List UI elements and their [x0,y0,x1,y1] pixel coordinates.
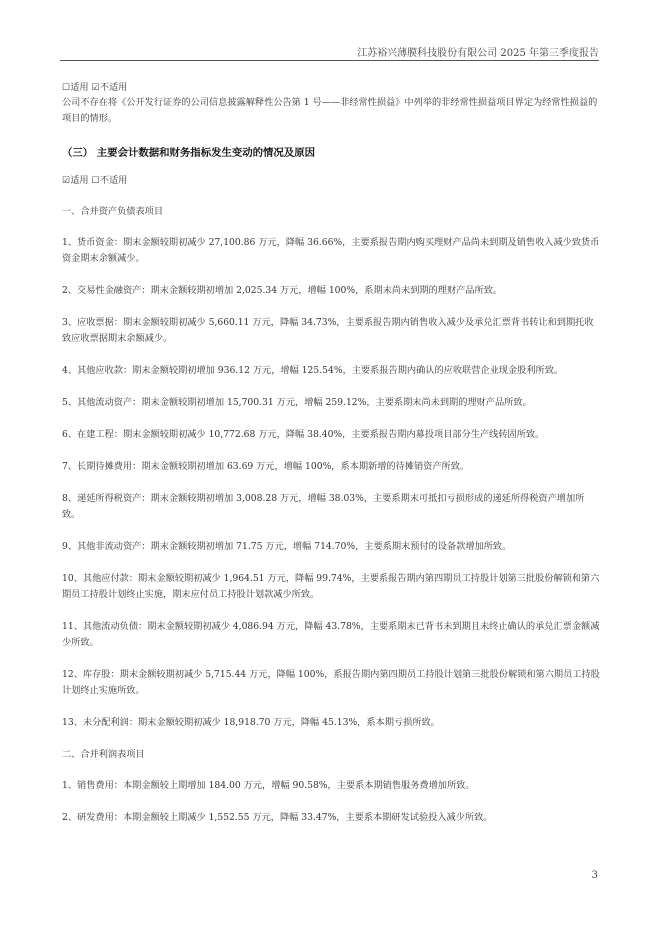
section-title: （三） 主要会计数据和财务指标发生变动的情况及原因 [62,147,315,159]
non-recurring-notice: 公司不存在将《公开发行证券的公司信息披露解释性公告第 1 号——非经常性损益》中列举的非经常性损益项目界定为经常性损益的项目的情形。 [62,97,598,124]
list-item: 13、未分配利润：期末金额较期初减少 18,918.70 万元，降幅 45.13%，系本期亏损所致。 [62,717,440,728]
list-item: 1、销售费用：本期金额较上期增加 184.00 万元，增幅 90.58%，主要系本期销售服务费增加所致。 [62,780,475,791]
header-divider [60,60,599,61]
list-item: 10、其他应付款：期末金额较期初减少 1,964.51 万元，降幅 99.74%，主要系报告期内第四期员工持股计划第三批股份解锁和第六期员工持股计划终止实施，期末应付员工持股计划款减少所致。 [62,573,600,600]
list-item: 1、货币资金：期末金额较期初减少 27,100.86 万元，降幅 36.66%，主要系报告期内购买理财产品尚未到期及销售收入减少致货币资金期末余额减少。 [62,237,600,264]
list-item: 5、其他流动资产：期末金额较期初增加 15,700.31 万元，增幅 259.12%，主要系期末尚未到期的理财产品所致。 [62,397,532,408]
list-item: 2、研发费用：本期金额较上期减少 1,552.55 万元，降幅 33.47%，主要系本期研发试验投入减少所致。 [62,812,493,823]
list-item: 9、其他非流动资产：期末金额较期初增加 71.75 万元，增幅 714.70%，主要系期末预付的设备款增加所致。 [62,541,512,552]
section-applicability-options: ☑适用 ☐不适用 [62,175,128,186]
income-statement-heading: 二、合并利润表项目 [62,749,145,760]
list-item: 12、库存股：期末金额较期初减少 5,715.44 万元，降幅 100%，系报告期内第四期员工持股计划第三批股份解锁和第六期员工持股计划终止实施所致。 [62,669,600,696]
balance-sheet-items [62,235,600,731]
page-header: 江苏裕兴薄膜科技股份有限公司 2025 年第三季度报告 [357,48,599,59]
page-number: 3 [591,870,598,881]
list-item: 6、在建工程：期末金额较期初减少 10,772.68 万元，降幅 38.40%，主要系报告期内募投项目部分生产线转固所致。 [62,429,545,440]
page-content [62,80,600,842]
applicability-options: ☐适用 ☑不适用 [62,82,128,93]
balance-sheet-heading: 一、合并资产负债表项目 [62,206,164,217]
list-item: 7、长期待摊费用：期末金额较期初增加 63.69 万元，增幅 100%，系本期新增的待摊销资产所致。 [62,461,470,472]
list-item: 11、其他流动负债：期末金额较期初减少 4,086.94 万元，降幅 43.78%，主要系期末已背书未到期且未终止确认的承兑汇票金额减少所致。 [62,621,600,648]
list-item: 8、递延所得税资产：期末金额较期初增加 3,008.28 万元，增幅 38.03%，主要系期末可抵扣亏损形成的递延所得税资产增加所致。 [62,493,585,520]
list-item: 4、其他应收款：期末金额较期初增加 936.12 万元，增幅 125.54%，主要系报告期内确认的应收联营企业现金股利所致。 [62,365,564,376]
income-statement-items [62,778,600,826]
list-item: 3、应收票据：期末金额较期初减少 5,660.11 万元，降幅 34.73%，主要系报告期内销售收入减少及承兑汇票背书转让和到期托收致应收票据期末余额减少。 [62,317,594,344]
list-item: 2、交易性金融资产：期末金额较期初增加 2,025.34 万元，增幅 100%，系期末尚未到期的理财产品所致。 [62,285,503,296]
